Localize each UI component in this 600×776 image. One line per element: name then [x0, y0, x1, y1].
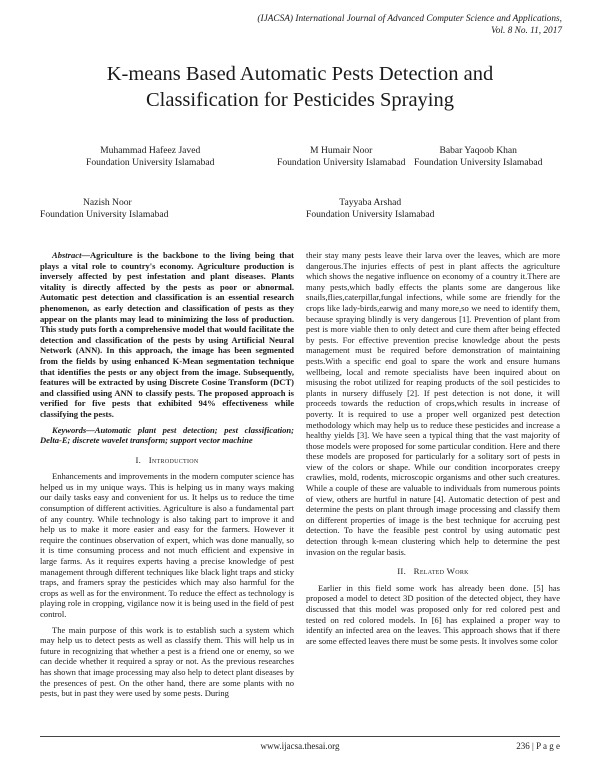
paper-title	[40, 61, 560, 113]
intro-paragraph-1: Enhancements and improvements in the modern computer science has helped us in my unique ways. This is helping us in many ways making our daily tasks easy and convenient for us. It helps us to reduce the time consumption of different activities. Agriculture is also a fundamental part of any country. While technology is also taking part to improve it and help us to make it more easier and easy for the farmers. However it require the continues observation of expert, which was done manually, so it is time consuming process and not much efficient and expensive in large farms. As it requires experts having a precise knowledge of pest management through different techniques like black light traps and sticky traps, and framers spray the pesticides which may also harmful for the crops as well as for the environment. To reduce the effect as technology is playing role in cropping, vigilance now it is being used in the field of pest control.	[40, 471, 294, 619]
abstract-label: Abstract	[52, 250, 82, 260]
author-block-4	[40, 197, 168, 221]
section-title: Introduction	[148, 454, 199, 465]
author-block-1	[86, 145, 214, 169]
title-line-2: Classification for Pesticides Spraying	[145, 89, 455, 111]
author-affiliation: Foundation University Islamabad	[40, 209, 169, 220]
section-title: Related Work	[413, 566, 469, 577]
intro-paragraph-3: their stay many pests leave their larva over the leaves, which are more dangerous.The injuries effects of pest in plant affects the agriculture which shows the negative influence on economy of a country it.There are many pests,which badly effects the plants some are dangerous like snails,flies,caterpillar,fungal infections, while some are friendly for the crops like lady-birds,earwig and many more,so we need to identify them, because spraying blindly is very dangerous [1]. Prevention of plant from pest is more viable then to only detect and cure them after being effected by pests. For effective prevention precise knowledge about the pests management must be required before demonstration of maintaining pests.With a specific end goal to spare the work and ensure humans wellbeing, local and remote specialists have been inquired about on misusing the robot utilized for reaping products of the soil pesticides to plants in nursery diffusely [2]. If pest detection is not done, it will proceeds towards the reduction of crops,which results in increase of poverty. It is required to use a proper well organized pest detection methodology which may help us to reduce these pesticides and increase a healthy yields [3]. We have seen a typical thing that the vast majority of those models were proposed for some particular condition. Here and there these models are proposed for particularly for a solitary sort of pests in view of the colors or shape. While our condition incorporates creepy crawlies, mold, rodents, microscopic organisms and other such creatures. While a couple of these are valuable to individuals from numerous points of view, others are hurtful in nature [4]. Automatic detection of pest and determine the pests on plant through image processing and classify them on different properties of image is the best technique for accruing pest detection. To have the feasible pest control by using automatic pest detection through k-mean clustering which help to determine the pest invasion on the regular basis.	[306, 250, 560, 557]
page-footer	[40, 736, 560, 757]
keywords-label: Keywords	[52, 424, 87, 435]
author-affiliation: Foundation University Islamabad	[306, 209, 435, 220]
author-block-2	[277, 145, 405, 169]
section-number: II.	[397, 566, 407, 577]
journal-volume: Vol. 8 No. 11, 2017	[491, 25, 562, 36]
related-work-paragraph-1: Earlier in this field some work has already been done. [5] has proposed a model to detect 3D position of the detected object, they have discussed that this model was proposed only for red colored pest and tested on red colored models. In [6] has explained a proper way to identify an infected area on the leaves. This approach shows that if there are some effected leaves there must be some pests. It involves some color	[306, 582, 560, 646]
right-column	[306, 250, 560, 745]
journal-name: (IJACSA) International Journal of Advanced Computer Science and Applications,	[257, 14, 562, 24]
abstract	[40, 250, 294, 420]
journal-header	[202, 14, 562, 37]
section-heading-introduction	[40, 455, 294, 466]
author-affiliation: Foundation University Islamabad	[414, 157, 543, 168]
author-block-3	[414, 145, 542, 169]
page-number: 236 | P a g e	[516, 741, 560, 751]
journal-url: www.ijacsa.thesai.org	[260, 741, 340, 751]
left-column	[40, 250, 294, 745]
keywords	[40, 425, 294, 446]
intro-paragraph-2: The main purpose of this work is to establish such a system which may help us to detect pests as well as classify them. This will help us in future in recognizing that whether a pest is a friend one or enemy, so we can decide whether it required a spray or not. As the previous researches has shown that image processing may also help to detect plant diseases by the presences of pest. On the other hand, there are some plants with no pests, but in past they were used by some pests. During	[40, 624, 294, 699]
abstract-text: —Agriculture is the backbone to the living being that plays a vital role to country's economy. Agriculture production is inversely affected by pest infestation and plant diseases. Plants vitality is directly affected by the pests as poor or abnormal. Automatic pest detection and classification is an essential research phenomenon, as early detection and classification of pests as they appear on the plants may lead to minimizing the loss of production. This study puts forth a comprehensive model that would facilitate the detection and classification of the pests by using Artificial Neural Network (ANN). In this approach, the image has been segmented from the fields by using enhanced K-Mean segmentation technique that identifies the pests or any object from the image. Subsequently, features will be extracted by using Discrete Cosine Transform (DCT) and classified using ANN to classify pests. The proposed approach is verified for five pests that exhibited 94% effectiveness while classifying the pests.	[40, 250, 294, 419]
keywords-text: —Automatic plant pest detection; pest classification; Delta-E; discrete wavelet transform; support vector machine	[40, 424, 294, 446]
author-name: M Humair Noor	[310, 145, 373, 156]
title-line-1: K-means Based Automatic Pests Detection and	[106, 63, 494, 85]
author-name: Nazish Noor	[83, 197, 132, 208]
author-name: Babar Yaqoob Khan	[439, 145, 517, 156]
author-name: Tayyaba Arshad	[339, 197, 402, 208]
section-number: I.	[135, 454, 142, 465]
author-affiliation: Foundation University Islamabad	[86, 157, 215, 168]
author-name: Muhammad Hafeez Javed	[100, 145, 201, 156]
author-affiliation: Foundation University Islamabad	[277, 157, 406, 168]
author-block-5	[306, 197, 434, 221]
section-heading-related-work	[306, 566, 560, 577]
